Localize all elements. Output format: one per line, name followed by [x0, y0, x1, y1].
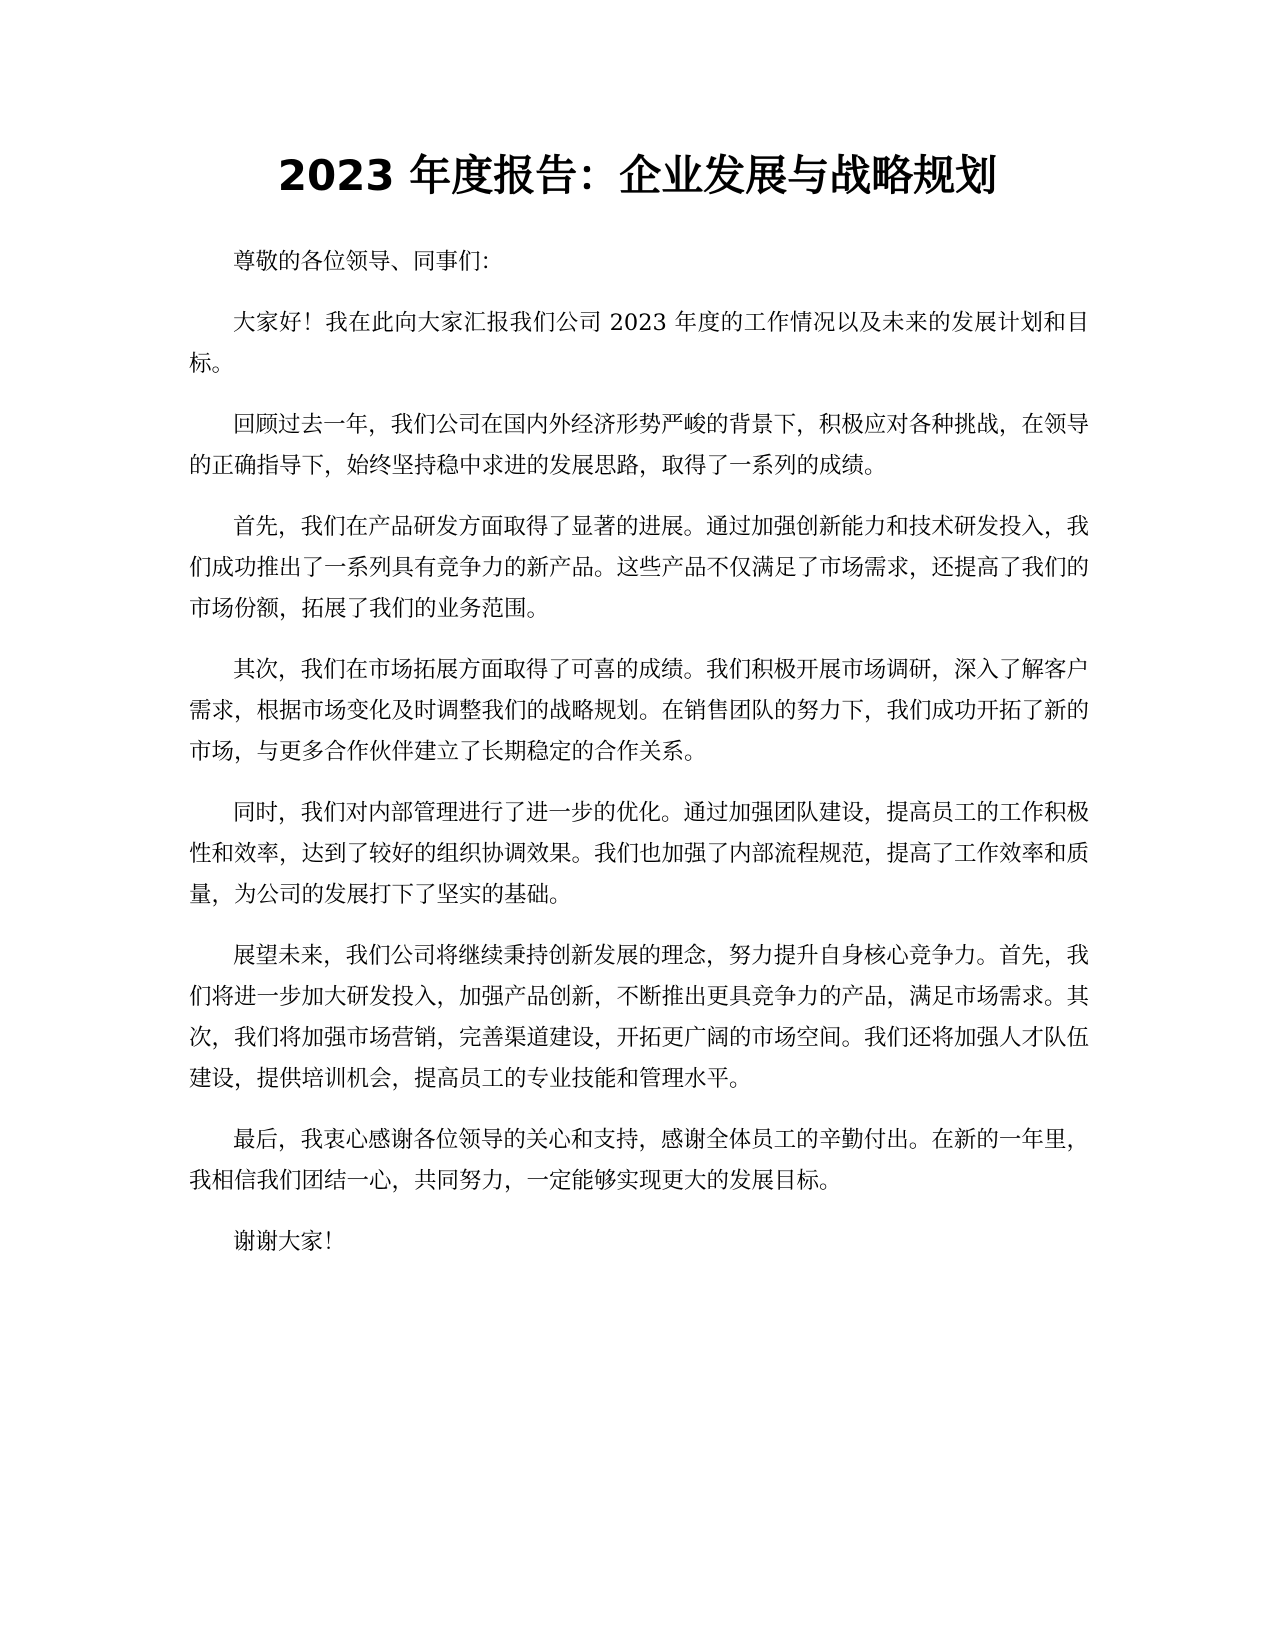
market-expansion-paragraph: 其次，我们在市场拓展方面取得了可喜的成绩。我们积极开展市场调研，深入了解客户需求，根据市场变化及时调整我们的战略规划。在销售团队的努力下，我们成功开拓了新的市场，与更多合作伙伴建立了长期稳定的合作关系。	[189, 657, 1090, 765]
internal-management-paragraph: 同时，我们对内部管理进行了进一步的优化。通过加强团队建设，提高员工的工作积极性和效率，达到了较好的组织协调效果。我们也加强了内部流程规范，提高了工作效率和质量，为公司的发展打下了坚实的基础。	[189, 800, 1090, 908]
document-title: 2023 年度报告：企业发展与战略规划	[277, 151, 998, 200]
review-paragraph: 回顾过去一年，我们公司在国内外经济形势严峻的背景下，积极应对各种挑战，在领导的正确指导下，始终坚持稳中求进的发展思路，取得了一系列的成绩。	[189, 412, 1089, 479]
salutation-paragraph: 尊敬的各位领导、同事们：	[233, 249, 504, 275]
outlook-paragraph: 展望未来，我们公司将继续秉持创新发展的理念，努力提升自身核心竞争力。首先，我们将进一步加大研发投入，加强产品创新，不断推出更具竞争力的产品，满足市场需求。其次，我们将加强市场营销，完善渠道建设，开拓更广阔的市场空间。我们还将加强人才队伍建设，提供培训机会，提高员工的专业技能和管理水平。	[189, 943, 1090, 1092]
greeting-paragraph: 大家好！我在此向大家汇报我们公司 2023 年度的工作情况以及未来的发展计划和目标。	[189, 310, 1089, 377]
thanks-paragraph: 最后，我衷心感谢各位领导的关心和支持，感谢全体员工的辛勤付出。在新的一年里，我相信我们团结一心，共同努力，一定能够实现更大的发展目标。	[189, 1127, 1089, 1194]
document-body	[189, 242, 1089, 1283]
product-rd-paragraph: 首先，我们在产品研发方面取得了显著的进展。通过加强创新能力和技术研发投入，我们成功推出了一系列具有竞争力的新产品。这些产品不仅满足了市场需求，还提高了我们的市场份额，拓展了我们的业务范围。	[189, 514, 1090, 622]
closing-paragraph: 谢谢大家！	[233, 1229, 346, 1255]
